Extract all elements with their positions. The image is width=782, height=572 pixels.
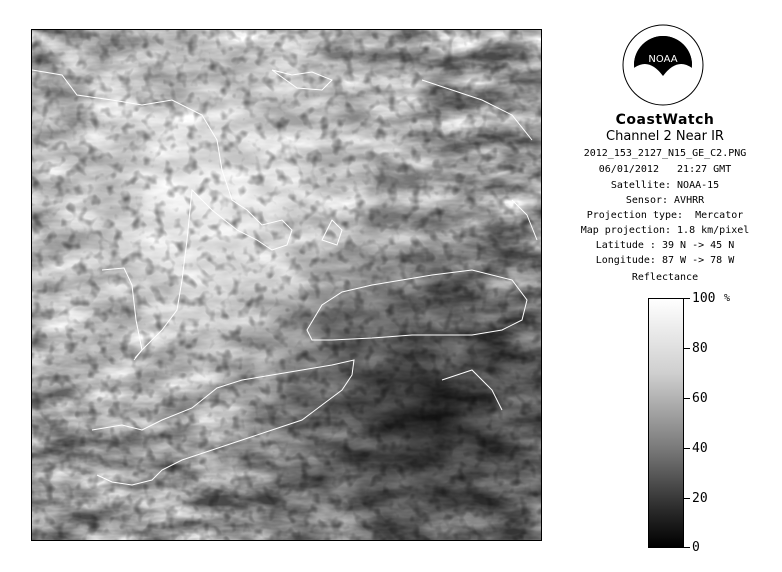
longitude: Longitude: 87 W -> 78 W <box>595 255 735 266</box>
map-projection: Map projection: 1.8 km/pixel <box>580 225 750 236</box>
product-title: CoastWatch <box>615 112 715 128</box>
colorbar <box>648 298 684 548</box>
filename: 2012_153_2127_N15_GE_C2.PNG <box>583 148 747 159</box>
colorbar-tick <box>684 398 690 399</box>
sensor: Sensor: AVHRR <box>625 195 705 206</box>
projection-type: Projection type: Mercator <box>586 210 744 221</box>
colorbar-tick-label: 100 <box>692 291 716 306</box>
colorbar-tick <box>684 298 690 299</box>
colorbar-tick <box>684 348 690 349</box>
logo-text: NOAA <box>648 54 678 65</box>
satellite: Satellite: NOAA-15 <box>610 180 720 191</box>
colorbar-tick-label: 60 <box>692 391 708 406</box>
datetime: 06/01/2012 21:27 GMT <box>598 164 732 175</box>
colorbar-tick-label: 0 <box>692 540 700 555</box>
colorbar-tick-label: 40 <box>692 441 708 456</box>
satellite-image-panel <box>31 29 542 541</box>
legend-panel <box>560 14 770 564</box>
colorbar-tick-label: 20 <box>692 491 708 506</box>
colorbar-title: Reflectance <box>631 272 699 283</box>
satellite-image <box>32 30 542 541</box>
noaa-logo <box>622 24 704 106</box>
channel-label: Channel 2 Near IR <box>606 129 724 144</box>
colorbar-unit: % <box>724 293 731 304</box>
latitude: Latitude : 39 N -> 45 N <box>595 240 735 251</box>
colorbar-tick-label: 80 <box>692 341 708 356</box>
colorbar-tick <box>684 498 690 499</box>
colorbar-tick <box>684 547 690 548</box>
colorbar-tick <box>684 448 690 449</box>
